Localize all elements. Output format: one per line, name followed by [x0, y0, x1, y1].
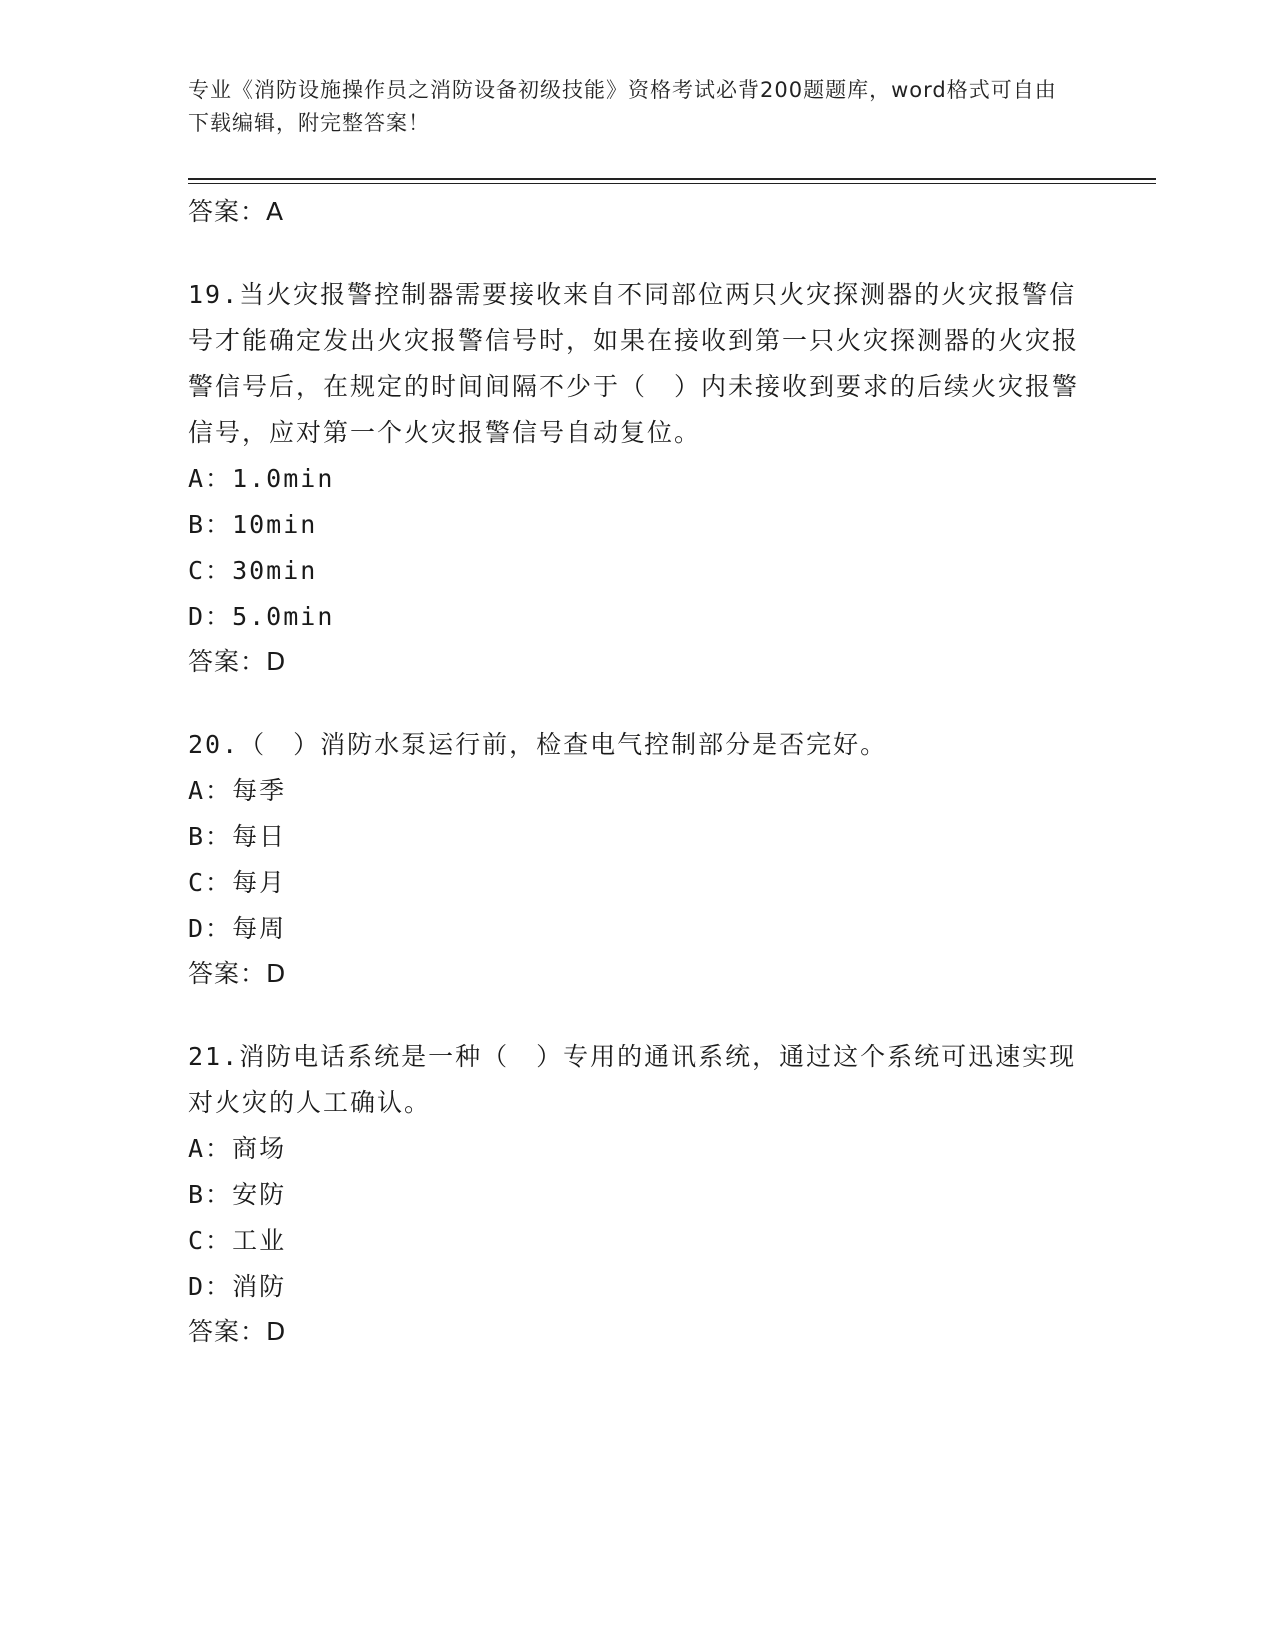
- option-d: [188, 594, 1088, 640]
- option-d: [188, 906, 1088, 952]
- option-text: 每日: [232, 822, 287, 851]
- option-text: 每季: [232, 776, 287, 805]
- option-letter: C：: [188, 556, 233, 585]
- option-text: 每周: [232, 914, 287, 943]
- option-letter: D：: [188, 914, 233, 943]
- option-text: 商场: [232, 1134, 287, 1163]
- option-letter: A：: [188, 776, 233, 805]
- option-a: [188, 1126, 1088, 1172]
- option-text: 安防: [232, 1180, 287, 1209]
- document-body: [188, 190, 1088, 1354]
- document-header: 专业《消防设施操作员之消防设备初级技能》资格考试必背200题题库，word格式可自由下载编辑，附完整答案！: [188, 78, 1057, 135]
- header-rule-thin: [188, 183, 1156, 184]
- option-c: [188, 548, 1088, 594]
- option-b: [188, 814, 1088, 860]
- option-text: 30min: [232, 556, 318, 585]
- option-text: 工业: [232, 1226, 287, 1255]
- question-stem: 20.（ ）消防水泵运行前，检查电气控制部分是否完好。: [188, 730, 888, 759]
- header-rule-thick: [188, 178, 1156, 180]
- option-letter: C：: [188, 1226, 233, 1255]
- option-letter: C：: [188, 868, 233, 897]
- question-stem: 21.消防电话系统是一种（ ）专用的通讯系统，通过这个系统可迅速实现对火灾的人工确认。: [188, 1042, 1077, 1117]
- option-a: [188, 456, 1088, 502]
- option-b: [188, 502, 1088, 548]
- option-text: 10min: [232, 510, 318, 539]
- question-19: [188, 272, 1088, 684]
- option-letter: A：: [188, 464, 233, 493]
- option-c: [188, 1218, 1088, 1264]
- option-d: [188, 1264, 1088, 1310]
- option-letter: A：: [188, 1134, 233, 1163]
- option-letter: B：: [188, 510, 233, 539]
- option-letter: D：: [188, 1272, 233, 1301]
- option-letter: D：: [188, 602, 233, 631]
- question-20: [188, 722, 1088, 996]
- previous-answer: 答案：A: [188, 197, 285, 226]
- answer-line: 答案：D: [188, 647, 287, 676]
- option-a: [188, 768, 1088, 814]
- option-c: [188, 860, 1088, 906]
- question-21: [188, 1034, 1088, 1354]
- option-b: [188, 1172, 1088, 1218]
- option-letter: B：: [188, 1180, 233, 1209]
- answer-line: 答案：D: [188, 959, 287, 988]
- option-text: 1.0min: [232, 464, 335, 493]
- question-stem: 19.当火灾报警控制器需要接收来自不同部位两只火灾探测器的火灾报警信号才能确定发出火灾报警信号时，如果在接收到第一只火灾探测器的火灾报警信号后，在规定的时间间隔不少于（ ）内未接收到要求的后续火灾报警信号，应对第一个火灾报警信号自动复位。: [188, 280, 1080, 447]
- answer-line: 答案：D: [188, 1317, 287, 1346]
- option-text: 消防: [232, 1272, 287, 1301]
- option-letter: B：: [188, 822, 233, 851]
- option-text: 5.0min: [232, 602, 335, 631]
- option-text: 每月: [232, 868, 287, 897]
